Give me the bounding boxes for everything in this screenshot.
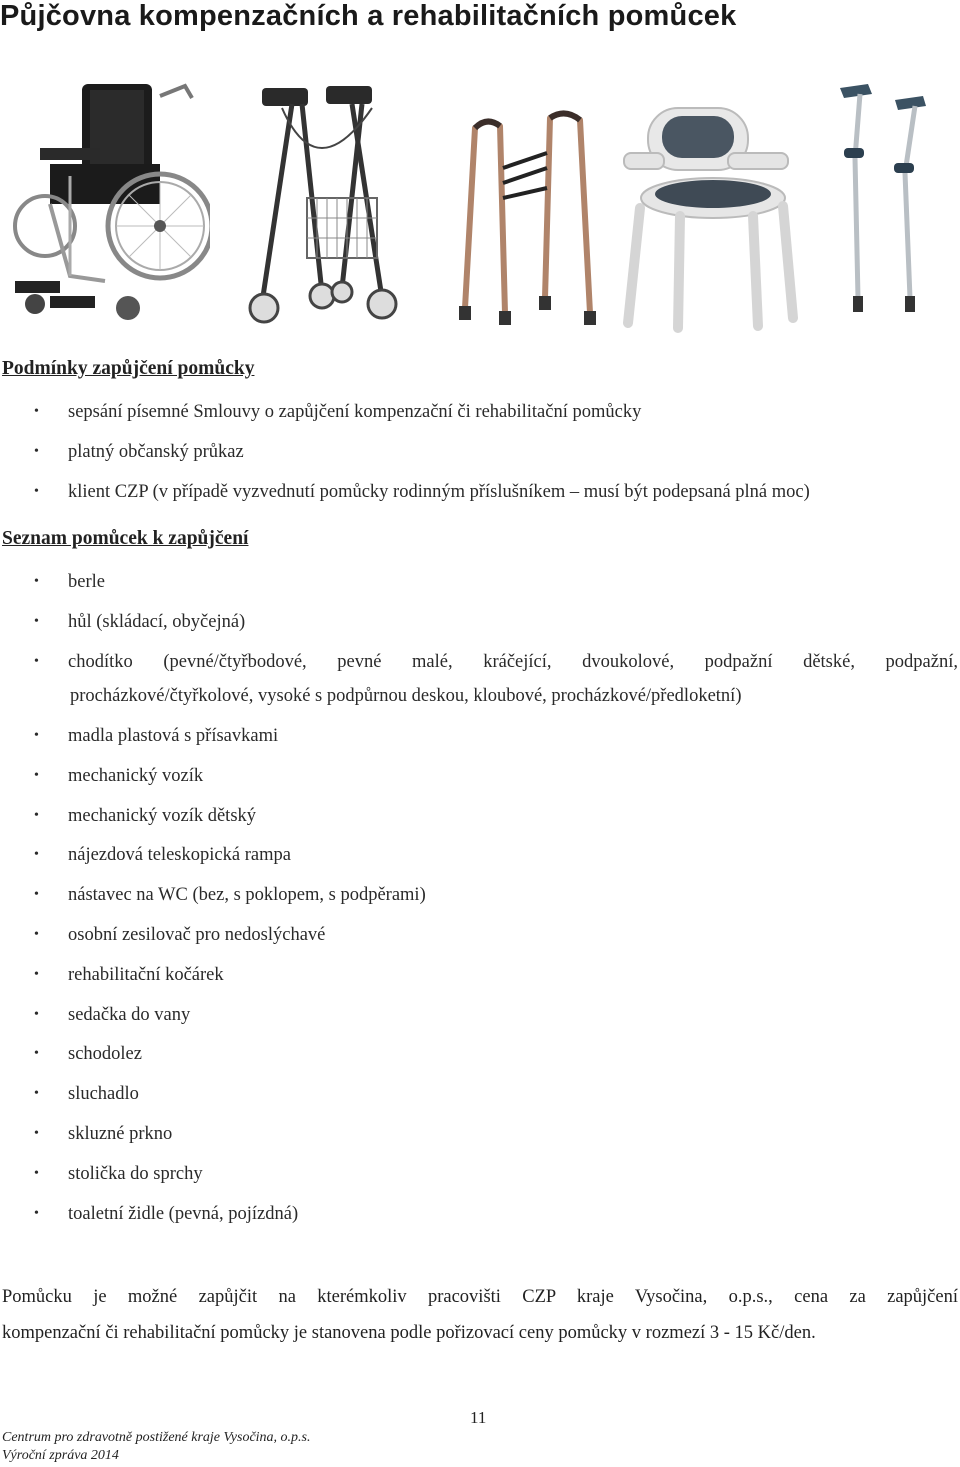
bullet: •	[34, 1125, 39, 1141]
wheelchair-image	[10, 76, 210, 324]
bullet: •	[34, 1165, 39, 1181]
bullet: •	[34, 966, 39, 982]
bullet: •	[34, 1205, 39, 1221]
bullet: •	[34, 1046, 39, 1062]
walking-frame-image	[445, 108, 615, 333]
bullet: •	[34, 926, 39, 942]
shower-chair-image	[618, 98, 803, 333]
bullet: •	[34, 767, 39, 783]
bullet: •	[34, 728, 39, 743]
bullet: •	[34, 404, 39, 419]
crutches-image	[820, 78, 950, 323]
rollator-image	[222, 68, 412, 328]
bullet: •	[34, 807, 39, 823]
bullet: •	[34, 654, 39, 669]
list-item-continuation: procházkové/čtyřkolové, vysoké s podpůrnou deskou, kloubové, procházkové/předloketní)	[70, 686, 742, 706]
bullet: •	[34, 444, 39, 459]
rental-paragraph-line1: Pomůcku je možné zapůjčit na kterémkoliv pracovišti CZP kraje Vysočina, o.p.s., cena za zapůjčení	[2, 1287, 958, 1307]
conditions-heading: Podmínky zapůjčení pomůcky	[2, 358, 255, 379]
footer-report: Výroční zpráva 2014	[2, 1448, 119, 1463]
rental-paragraph-line2: kompenzační či rehabilitační pomůcky je stanovena podle pořizovací ceny pomůcky v rozmezí 3 - 15 Kč/den.	[2, 1323, 816, 1343]
bullet: •	[34, 574, 39, 589]
bullet: •	[34, 847, 39, 863]
aids-heading: Seznam pomůcek k zapůjčení	[2, 528, 249, 549]
page-title: Půjčovna kompenzačních a rehabilitačních pomůcek	[0, 0, 737, 32]
bullet: •	[34, 614, 39, 629]
bullet: •	[34, 1006, 39, 1022]
bullet: •	[34, 1086, 39, 1102]
bullet: •	[34, 484, 39, 499]
aids-image-strip	[0, 58, 960, 338]
page-number: 11	[470, 1408, 487, 1427]
footer-organization: Centrum pro zdravotně postižené kraje Vysočina, o.p.s.	[2, 1430, 311, 1445]
bullet: •	[34, 887, 39, 903]
